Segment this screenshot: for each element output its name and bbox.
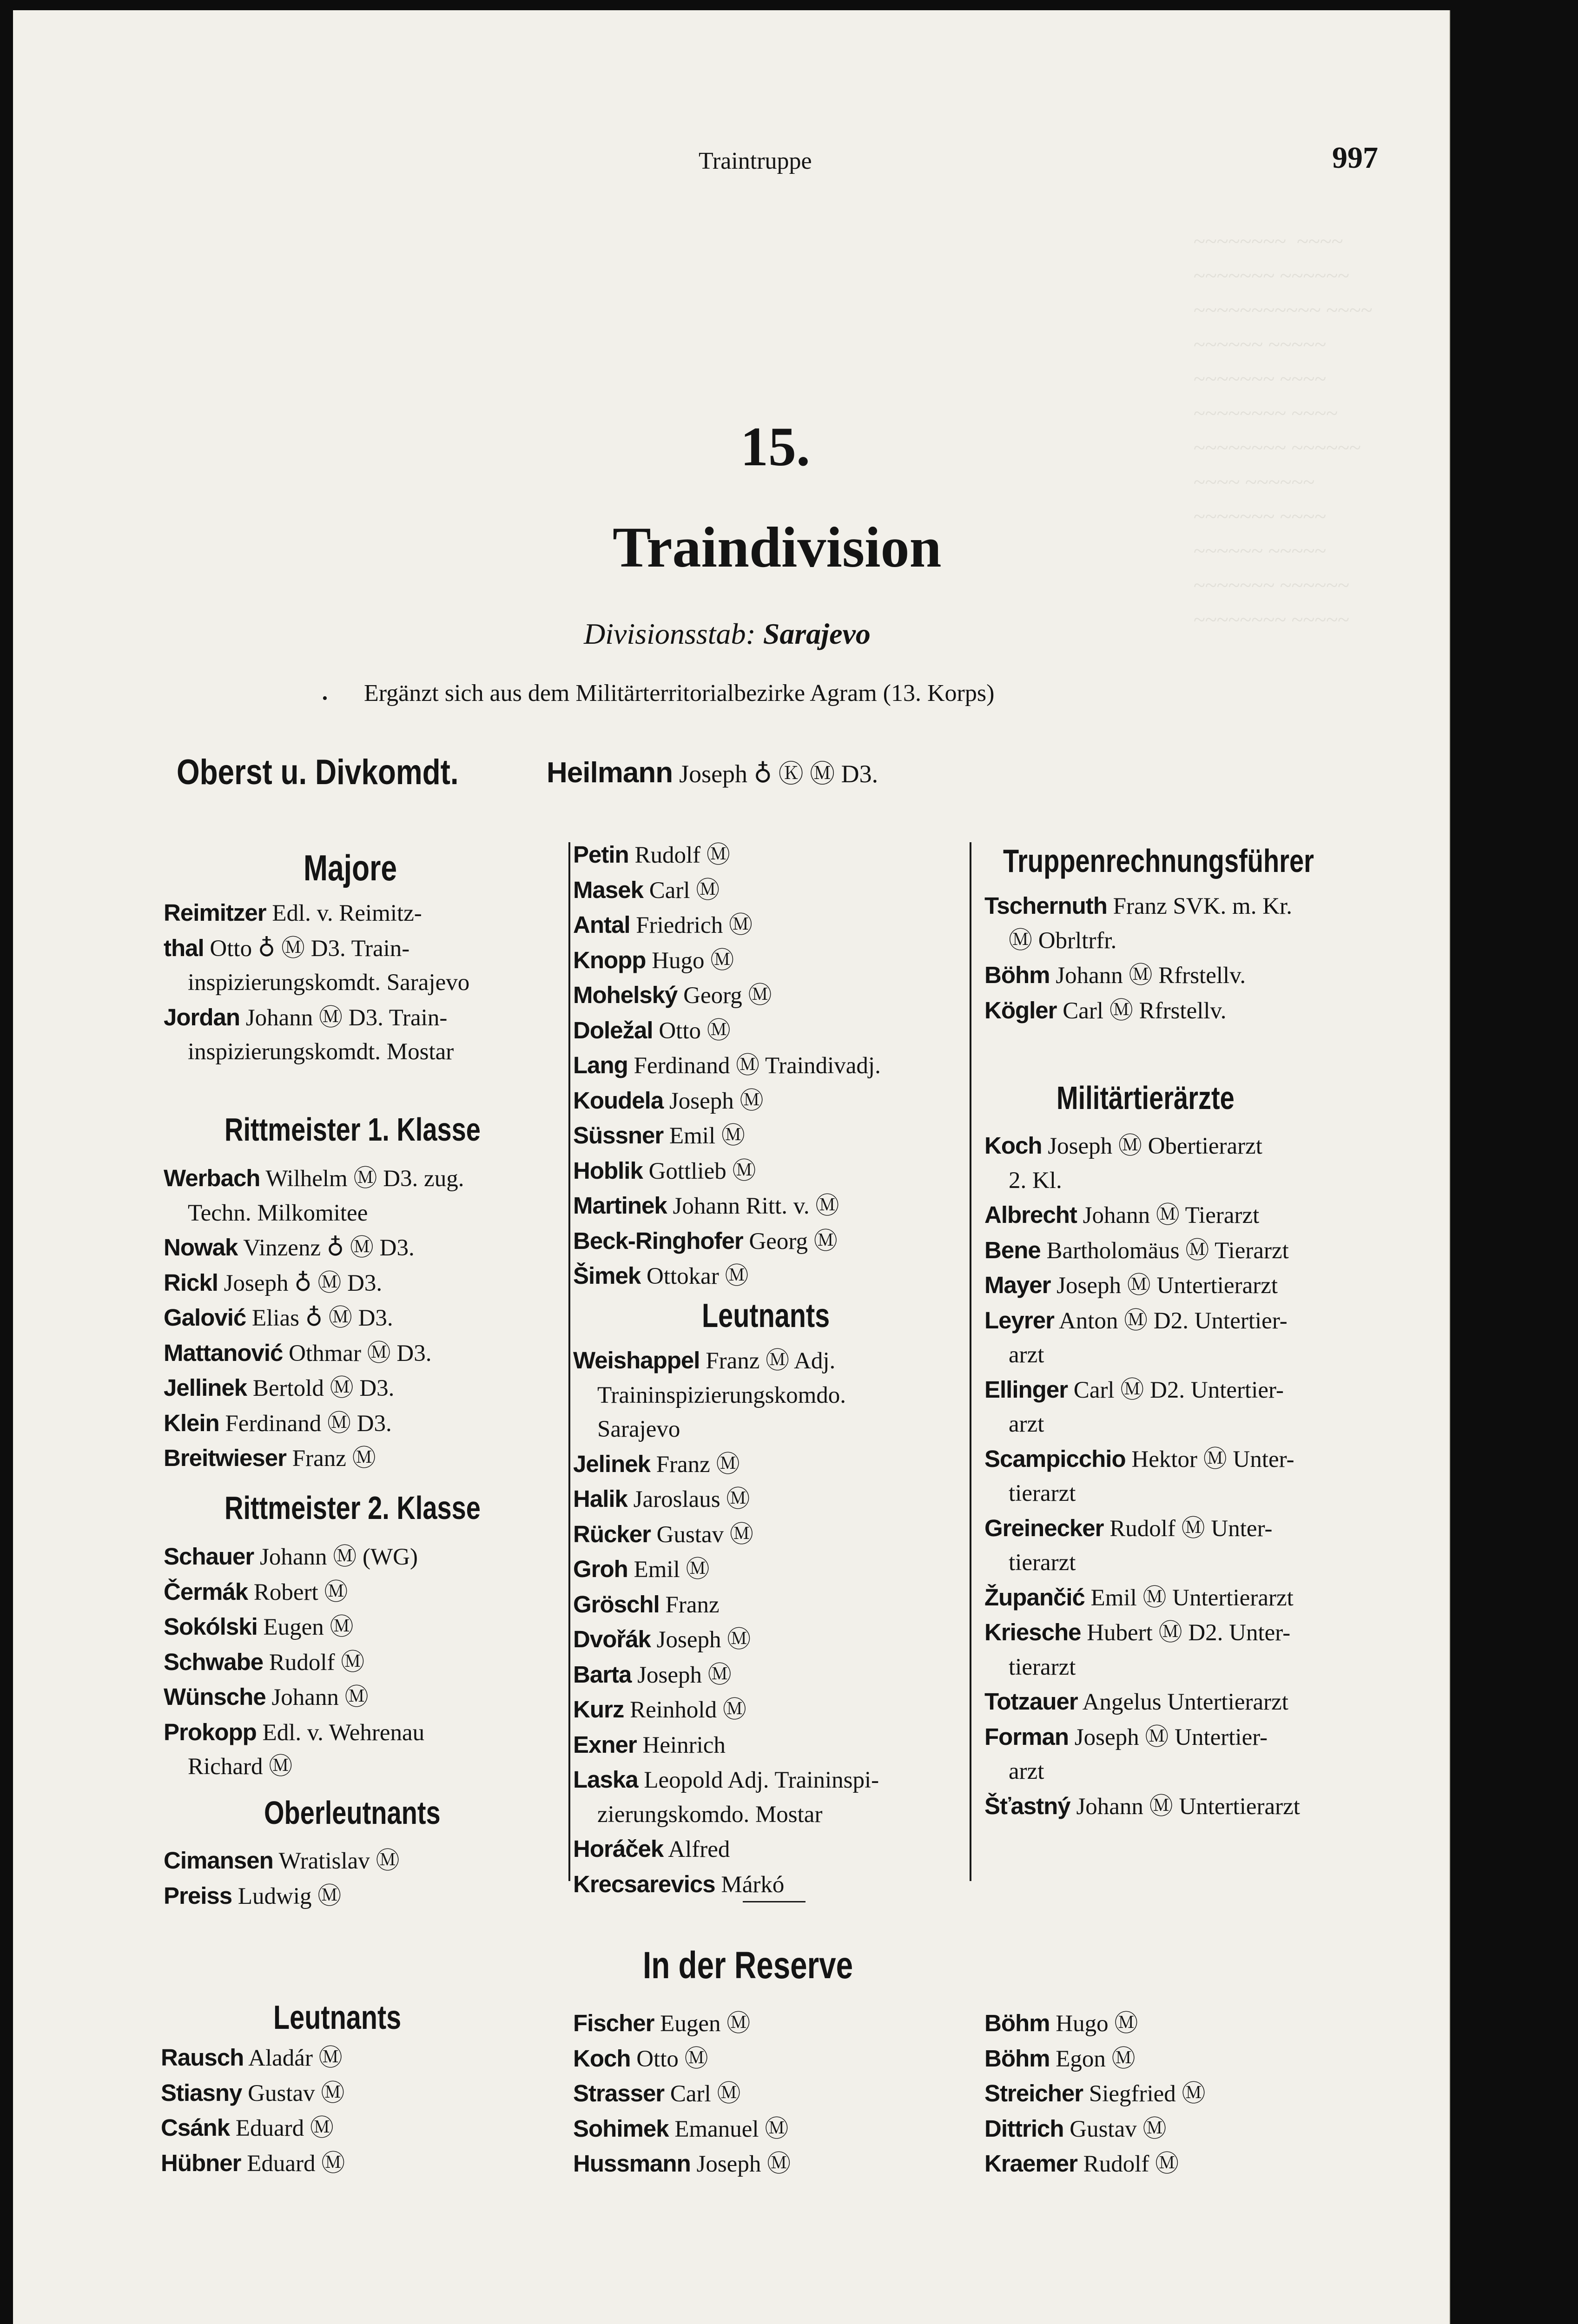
entry-surname: Mattanović bbox=[164, 1339, 283, 1366]
list-item bbox=[573, 873, 968, 908]
list-item bbox=[164, 1715, 563, 1750]
entry-surname: Tschernuth bbox=[984, 892, 1107, 919]
list-item bbox=[164, 1441, 563, 1476]
entry-details: inspizierungskomdt. Mostar bbox=[188, 1039, 454, 1065]
list-item bbox=[573, 1083, 968, 1119]
list-item bbox=[573, 1728, 968, 1763]
entry-surname: Horáček bbox=[573, 1835, 664, 1862]
commander-entry bbox=[547, 754, 878, 790]
entry-details: Johann Ritt. v. Ⓜ bbox=[673, 1193, 839, 1219]
entry-surname: Forman bbox=[984, 1723, 1069, 1750]
entry-details: 2. Kl. bbox=[1009, 1167, 1062, 1194]
entry-details: Carl Ⓜ bbox=[649, 877, 720, 904]
list-item bbox=[984, 1129, 1393, 1164]
entry-details: Joseph Ⓜ bbox=[696, 2151, 791, 2177]
entry-details: Siegfried Ⓜ bbox=[1089, 2081, 1206, 2107]
entry-surname: Sohimek bbox=[573, 2115, 669, 2142]
bullet-mark: • bbox=[322, 690, 328, 707]
list-col2-top bbox=[573, 838, 968, 1294]
list-reserve-col3 bbox=[984, 2006, 1393, 2182]
list-item bbox=[161, 2076, 561, 2111]
entry-details: Bertold Ⓜ D3. bbox=[252, 1375, 395, 1401]
entry-details: Egon Ⓜ bbox=[1056, 2046, 1136, 2072]
entry-details: Techn. Milkomitee bbox=[188, 1200, 368, 1226]
entry-details: Ⓜ Obrltrfr. bbox=[1009, 927, 1117, 954]
entry-details: Joseph Ⓜ bbox=[669, 1088, 764, 1114]
entry-surname: Kraemer bbox=[984, 2150, 1077, 2177]
entry-surname: Jelinek bbox=[573, 1450, 650, 1477]
list-item bbox=[984, 1477, 1393, 1511]
reserve-rule bbox=[743, 1901, 806, 1902]
list-item bbox=[984, 889, 1393, 924]
entry-surname: Albrecht bbox=[984, 1202, 1077, 1228]
entry-surname: Jellinek bbox=[164, 1374, 247, 1401]
list-item bbox=[984, 2041, 1393, 2077]
list-item bbox=[573, 838, 968, 873]
entry-surname: Čermák bbox=[164, 1578, 248, 1605]
list-item bbox=[984, 1338, 1393, 1373]
entry-details: Joseph Ⓜ bbox=[656, 1627, 751, 1653]
entry-surname: Bene bbox=[984, 1236, 1041, 1263]
list-item bbox=[164, 1645, 563, 1680]
list-item bbox=[573, 1259, 968, 1294]
list-item bbox=[984, 1303, 1393, 1339]
entry-surname: Breitwieser bbox=[164, 1445, 286, 1471]
entry-surname: Wünsche bbox=[164, 1684, 266, 1710]
list-item bbox=[164, 1336, 563, 1371]
list-item bbox=[573, 1343, 968, 1379]
entry-surname: Beck-Ringhofer bbox=[573, 1227, 743, 1254]
staff-label: Divisionsstab: bbox=[584, 617, 756, 650]
list-item bbox=[573, 1798, 968, 1832]
list-item bbox=[573, 1867, 968, 1902]
entry-details: Márkó bbox=[721, 1871, 785, 1898]
entry-details: Anton Ⓜ D2. Untertier- bbox=[1058, 1307, 1287, 1334]
entry-surname: Nowak bbox=[164, 1234, 238, 1261]
list-item bbox=[984, 1684, 1393, 1720]
list-item bbox=[164, 1843, 563, 1879]
list-item bbox=[573, 2006, 968, 2041]
entry-details: Robert Ⓜ bbox=[253, 1579, 348, 1605]
commander-surname: Heilmann bbox=[547, 757, 673, 789]
entry-details: Aladár Ⓜ bbox=[248, 2045, 343, 2071]
entry-surname: Greinecker bbox=[984, 1514, 1104, 1541]
list-item bbox=[164, 1539, 563, 1575]
entry-details: zierungskomdo. Mostar bbox=[597, 1801, 823, 1828]
list-item bbox=[161, 2146, 561, 2181]
list-item bbox=[984, 1651, 1393, 1685]
entry-details: Hugo Ⓜ bbox=[1056, 2011, 1138, 2037]
list-leutnants-col1 bbox=[161, 2040, 561, 2181]
list-item bbox=[573, 1379, 968, 1413]
entry-surname: Gröschl bbox=[573, 1591, 660, 1618]
heading-leutnants-col1: Leutnants bbox=[273, 1999, 402, 2036]
list-item bbox=[164, 1610, 563, 1645]
heading-reserve: In der Reserve bbox=[643, 1944, 853, 1987]
list-item bbox=[164, 1371, 563, 1406]
entry-surname: thal bbox=[164, 934, 204, 961]
entry-details: Rudolf Ⓜ bbox=[1083, 2151, 1179, 2177]
entry-surname: Kurz bbox=[573, 1696, 624, 1723]
entry-details: Alfred bbox=[668, 1836, 730, 1862]
entry-details: Franz bbox=[665, 1591, 720, 1618]
list-item bbox=[164, 1575, 563, 1610]
entry-surname: Groh bbox=[573, 1556, 628, 1582]
entry-details: Reinhold Ⓜ bbox=[630, 1697, 746, 1723]
entry-details: Wratislav Ⓜ bbox=[278, 1848, 400, 1874]
list-item bbox=[161, 2111, 561, 2146]
list-militaertieraerzte bbox=[984, 1129, 1393, 1824]
list-item bbox=[164, 896, 563, 931]
entry-surname: Koudela bbox=[573, 1087, 664, 1114]
list-leutnants-col2 bbox=[573, 1343, 968, 1902]
entry-surname: Hübner bbox=[161, 2149, 241, 2176]
list-item bbox=[164, 931, 563, 966]
entry-details: Gustav Ⓜ bbox=[656, 1521, 753, 1548]
division-title: Traindivision bbox=[613, 515, 942, 579]
entry-details: Richard Ⓜ bbox=[188, 1754, 293, 1780]
entry-details: Johann Ⓜ bbox=[271, 1684, 369, 1710]
commander-given: Joseph ♁ Ⓚ Ⓜ D3. bbox=[679, 760, 878, 788]
list-item bbox=[984, 1789, 1393, 1824]
entry-surname: Stiasny bbox=[161, 2079, 242, 2106]
entry-details: Leopold Adj. Traininspi- bbox=[644, 1767, 879, 1793]
entry-surname: Šťastný bbox=[984, 1792, 1070, 1819]
entry-details: Traininspizierungskomdo. bbox=[597, 1382, 846, 1408]
list-item bbox=[573, 2112, 968, 2147]
list-item bbox=[164, 966, 563, 1000]
list-item bbox=[573, 1763, 968, 1798]
entry-surname: Koch bbox=[984, 1132, 1042, 1159]
entry-details: Eduard Ⓜ bbox=[235, 2115, 334, 2141]
entry-surname: Totzauer bbox=[984, 1688, 1078, 1715]
division-number: 15. bbox=[740, 416, 810, 477]
entry-details: Franz Ⓜ bbox=[656, 1451, 740, 1478]
list-item bbox=[984, 1164, 1393, 1198]
list-reserve-col2 bbox=[573, 2006, 968, 2182]
entry-details: Joseph Ⓜ Obertierarzt bbox=[1048, 1133, 1262, 1159]
list-item bbox=[164, 1879, 563, 1914]
entry-surname: Böhm bbox=[984, 2045, 1050, 2072]
entry-details: Johann Ⓜ (WG) bbox=[260, 1544, 418, 1570]
entry-surname: Scampicchio bbox=[984, 1445, 1126, 1472]
entry-details: Ferdinand Ⓜ Traindivadj. bbox=[634, 1053, 881, 1079]
list-item bbox=[573, 1013, 968, 1049]
entry-surname: Barta bbox=[573, 1661, 632, 1688]
list-item bbox=[984, 2112, 1393, 2147]
entry-details: Jaroslaus Ⓜ bbox=[633, 1486, 750, 1512]
list-item bbox=[984, 2076, 1393, 2112]
list-rittmeister-2 bbox=[164, 1539, 563, 1784]
entry-details: Gustav Ⓜ bbox=[248, 2080, 345, 2106]
entry-surname: Koch bbox=[573, 2045, 631, 2072]
entry-details: Sarajevo bbox=[597, 1416, 680, 1442]
entry-details: Johann Ⓜ Untertierarzt bbox=[1076, 1793, 1300, 1820]
entry-details: Otto ♁ Ⓜ D3. Train- bbox=[210, 935, 410, 962]
entry-surname: Schauer bbox=[164, 1543, 254, 1570]
list-item bbox=[984, 1615, 1393, 1651]
list-item bbox=[573, 2146, 968, 2182]
list-item bbox=[573, 1587, 968, 1623]
entry-details: Johann Ⓜ Rfrstellv. bbox=[1056, 963, 1246, 989]
entry-surname: Dvořák bbox=[573, 1626, 651, 1652]
list-item bbox=[573, 978, 968, 1013]
entry-surname: Cimansen bbox=[164, 1847, 273, 1874]
entry-details: Joseph ♁ Ⓜ D3. bbox=[224, 1270, 383, 1296]
list-item bbox=[573, 1517, 968, 1552]
entry-surname: Werbach bbox=[164, 1165, 260, 1191]
entry-details: Hektor Ⓜ Unter- bbox=[1131, 1446, 1294, 1472]
entry-details: Emanuel Ⓜ bbox=[674, 2116, 789, 2142]
entry-surname: Galović bbox=[164, 1304, 246, 1331]
bleed-through-texture: ~~~~~~~~ ~~~~ ~~~~~~~ ~~~~~~ ~~~~~~~~~~~ ~~~~ ~~~~~~ ~~~~~ ~~~~~~~ ~~~~ ~~~~~~~~ ~~~~ ~~~~~~~~ ~~~~~~ ~~~~ ~~~~~~ ~~~~~~~ ~~~~ ~~~~~~ ~~~~~ ~~~~~~~ ~~~~~~ ~~~~~~~~ ~~~~~ bbox=[1194, 229, 1373, 631]
entry-details: Joseph Ⓜ bbox=[637, 1662, 732, 1688]
entry-surname: Böhm bbox=[984, 2010, 1050, 2036]
entry-surname: Antal bbox=[573, 911, 630, 938]
list-item bbox=[984, 2006, 1393, 2041]
entry-details: Gottlieb Ⓜ bbox=[648, 1158, 756, 1184]
list-item bbox=[573, 1552, 968, 1587]
entry-surname: Lang bbox=[573, 1052, 628, 1078]
book-page bbox=[13, 10, 1450, 2324]
entry-surname: Šimek bbox=[573, 1262, 641, 1289]
entry-details: Edl. v. Wehrenau bbox=[262, 1719, 425, 1746]
list-item bbox=[573, 1188, 968, 1224]
entry-details: Georg Ⓜ bbox=[749, 1228, 838, 1254]
entry-surname: Schwabe bbox=[164, 1648, 264, 1675]
page-number: 997 bbox=[1332, 141, 1378, 175]
entry-surname: Streicher bbox=[984, 2080, 1083, 2106]
entry-details: Otto Ⓜ bbox=[659, 1017, 731, 1044]
entry-details: Emil Ⓜ bbox=[669, 1123, 745, 1149]
entry-surname: Martinek bbox=[573, 1192, 667, 1219]
entry-details: Emil Ⓜ bbox=[634, 1557, 710, 1583]
entry-surname: Ellinger bbox=[984, 1376, 1068, 1403]
list-item bbox=[573, 943, 968, 978]
list-item bbox=[984, 1233, 1393, 1268]
entry-surname: Masek bbox=[573, 876, 643, 903]
entry-details: Eugen Ⓜ bbox=[660, 2011, 751, 2037]
list-item bbox=[984, 1755, 1393, 1789]
list-item bbox=[573, 1048, 968, 1083]
entry-details: Johann Ⓜ D3. Train- bbox=[245, 1004, 448, 1031]
list-item bbox=[164, 1301, 563, 1336]
entry-surname: Laska bbox=[573, 1766, 638, 1793]
list-oberleutnants bbox=[164, 1843, 563, 1914]
entry-details: tierarzt bbox=[1009, 1654, 1076, 1680]
entry-details: Franz Ⓜ Adj. bbox=[706, 1348, 836, 1374]
entry-details: Angelus Untertierarzt bbox=[1082, 1689, 1288, 1715]
entry-details: Emil Ⓜ Untertierarzt bbox=[1090, 1585, 1294, 1611]
entry-surname: Rücker bbox=[573, 1520, 651, 1547]
column-divider-1 bbox=[568, 842, 570, 1881]
list-item bbox=[984, 1268, 1393, 1303]
entry-details: Rudolf Ⓜ bbox=[634, 842, 730, 868]
entry-details: tierarzt bbox=[1009, 1480, 1076, 1506]
entry-surname: Böhm bbox=[984, 962, 1050, 988]
list-item bbox=[164, 1230, 563, 1266]
list-item bbox=[573, 908, 968, 943]
entry-surname: Exner bbox=[573, 1731, 637, 1758]
entry-details: Vinzenz ♁ Ⓜ D3. bbox=[243, 1235, 415, 1261]
entry-surname: Župančić bbox=[984, 1584, 1085, 1611]
list-item bbox=[164, 1000, 563, 1036]
list-rittmeister-1 bbox=[164, 1161, 563, 1476]
list-item bbox=[984, 924, 1393, 958]
list-truppenrechnungsfuehrer bbox=[984, 889, 1393, 1028]
entry-details: Othmar Ⓜ D3. bbox=[289, 1340, 432, 1367]
heading-rittmeister-1: Rittmeister 1. Klasse bbox=[224, 1111, 481, 1148]
column-divider-2 bbox=[970, 842, 971, 1881]
list-item bbox=[984, 958, 1393, 993]
heading-militaertieraerzte: Militärtierärzte bbox=[1056, 1080, 1235, 1116]
entry-surname: Süssner bbox=[573, 1122, 664, 1149]
list-item bbox=[984, 1720, 1393, 1755]
supplement-line: Ergänzt sich aus dem Militärterritorialbezirke Agram (13. Korps) bbox=[364, 680, 995, 706]
commander-rank: Oberst u. Divkomdt. bbox=[177, 753, 459, 792]
list-item bbox=[164, 1680, 563, 1715]
list-item bbox=[573, 1118, 968, 1154]
entry-details: Carl Ⓜ Rfrstellv. bbox=[1063, 997, 1227, 1024]
list-item bbox=[161, 2040, 561, 2076]
entry-details: Franz Ⓜ bbox=[292, 1446, 376, 1472]
entry-details: arzt bbox=[1009, 1758, 1044, 1784]
list-item bbox=[984, 1407, 1393, 1442]
entry-details: inspizierungskomdt. Sarajevo bbox=[188, 970, 470, 996]
entry-surname: Knopp bbox=[573, 946, 646, 973]
entry-surname: Preiss bbox=[164, 1882, 232, 1909]
entry-details: Rudolf Ⓜ Unter- bbox=[1109, 1515, 1273, 1542]
list-majore bbox=[164, 896, 563, 1070]
list-item bbox=[573, 1692, 968, 1728]
entry-surname: Dittrich bbox=[984, 2115, 1064, 2142]
entry-details: Bartholomäus Ⓜ Tierarzt bbox=[1046, 1237, 1289, 1264]
entry-surname: Petin bbox=[573, 841, 629, 868]
division-staff-line bbox=[584, 617, 871, 651]
heading-rittmeister-2: Rittmeister 2. Klasse bbox=[224, 1490, 481, 1526]
list-item bbox=[984, 1198, 1393, 1233]
entry-surname: Rausch bbox=[161, 2044, 244, 2071]
list-item bbox=[164, 1035, 563, 1070]
list-item bbox=[164, 1196, 563, 1231]
entry-details: Elias ♁ Ⓜ D3. bbox=[252, 1305, 393, 1331]
list-item bbox=[984, 993, 1393, 1029]
entry-details: Eduard Ⓜ bbox=[247, 2150, 345, 2177]
list-item bbox=[164, 1406, 563, 1441]
list-item bbox=[164, 1161, 563, 1196]
entry-details: Hubert Ⓜ D2. Unter- bbox=[1087, 1620, 1291, 1646]
entry-surname: Mayer bbox=[984, 1272, 1051, 1298]
entry-surname: Mohelský bbox=[573, 982, 678, 1008]
entry-surname: Prokopp bbox=[164, 1718, 257, 1745]
entry-surname: Krecsarevics bbox=[573, 1870, 715, 1897]
entry-details: Joseph Ⓜ Untertier- bbox=[1074, 1724, 1268, 1750]
list-item bbox=[984, 1511, 1393, 1546]
entry-surname: Leyrer bbox=[984, 1307, 1054, 1334]
entry-surname: Sokólski bbox=[164, 1613, 257, 1640]
list-item bbox=[573, 1154, 968, 1189]
list-item bbox=[573, 1224, 968, 1259]
list-item bbox=[573, 2076, 968, 2112]
entry-details: arzt bbox=[1009, 1411, 1044, 1437]
entry-surname: Klein bbox=[164, 1409, 219, 1436]
list-item bbox=[573, 1482, 968, 1517]
list-item bbox=[164, 1750, 563, 1784]
running-head: Traintruppe bbox=[699, 148, 812, 174]
entry-details: Heinrich bbox=[642, 1732, 726, 1758]
entry-surname: Fischer bbox=[573, 2010, 654, 2036]
entry-surname: Reimitzer bbox=[164, 899, 266, 926]
entry-surname: Kögler bbox=[984, 997, 1057, 1023]
heading-majore: Majore bbox=[304, 847, 397, 888]
list-item bbox=[984, 1546, 1393, 1580]
entry-surname: Hussmann bbox=[573, 2150, 691, 2177]
entry-details: Johann Ⓜ Tierarzt bbox=[1083, 1202, 1260, 1228]
entry-surname: Halik bbox=[573, 1486, 627, 1512]
entry-details: tierarzt bbox=[1009, 1550, 1076, 1576]
entry-details: Friedrich Ⓜ bbox=[636, 912, 753, 938]
list-item bbox=[984, 1442, 1393, 1477]
heading-oberleutnants: Oberleutnants bbox=[264, 1795, 441, 1831]
entry-surname: Rickl bbox=[164, 1269, 218, 1296]
list-item bbox=[573, 2041, 968, 2077]
list-item bbox=[984, 2146, 1393, 2182]
entry-details: Otto Ⓜ bbox=[636, 2046, 708, 2072]
heading-truppenrechnungsfuehrer: Truppenrechnungsführer bbox=[1003, 843, 1314, 879]
entry-surname: Csánk bbox=[161, 2114, 230, 2141]
list-item bbox=[573, 1413, 968, 1447]
entry-surname: Strasser bbox=[573, 2080, 665, 2106]
entry-details: Gustav Ⓜ bbox=[1070, 2116, 1167, 2142]
entry-details: Carl Ⓜ bbox=[670, 2081, 741, 2107]
list-item bbox=[573, 1657, 968, 1693]
entry-details: Franz SVK. m. Kr. bbox=[1113, 893, 1292, 919]
entry-details: Joseph Ⓜ Untertierarzt bbox=[1056, 1273, 1278, 1299]
entry-surname: Jordan bbox=[164, 1004, 240, 1030]
list-item bbox=[164, 1266, 563, 1301]
entry-details: Ottokar Ⓜ bbox=[647, 1263, 749, 1289]
list-item bbox=[573, 1622, 968, 1657]
heading-leutnants-col2: Leutnants bbox=[702, 1297, 830, 1334]
entry-surname: Hoblik bbox=[573, 1157, 643, 1184]
staff-location: Sarajevo bbox=[763, 617, 871, 650]
entry-details: Hugo Ⓜ bbox=[652, 947, 734, 974]
entry-details: Eugen Ⓜ bbox=[263, 1614, 354, 1640]
entry-details: Ludwig Ⓜ bbox=[238, 1883, 342, 1909]
list-item bbox=[573, 1832, 968, 1867]
entry-details: arzt bbox=[1009, 1342, 1044, 1368]
entry-surname: Doležal bbox=[573, 1017, 653, 1043]
entry-details: Ferdinand Ⓜ D3. bbox=[225, 1410, 392, 1437]
entry-details: Carl Ⓜ D2. Untertier- bbox=[1073, 1377, 1284, 1403]
entry-surname: Weishappel bbox=[573, 1347, 700, 1373]
list-item bbox=[984, 1373, 1393, 1408]
list-item bbox=[573, 1447, 968, 1482]
entry-details: Georg Ⓜ bbox=[683, 983, 772, 1009]
entry-details: Rudolf Ⓜ bbox=[269, 1649, 365, 1676]
entry-details: Wilhelm Ⓜ D3. zug. bbox=[265, 1166, 464, 1192]
entry-surname: Kriesche bbox=[984, 1619, 1081, 1645]
list-item bbox=[984, 1580, 1393, 1616]
entry-details: Edl. v. Reimitz- bbox=[272, 900, 422, 926]
